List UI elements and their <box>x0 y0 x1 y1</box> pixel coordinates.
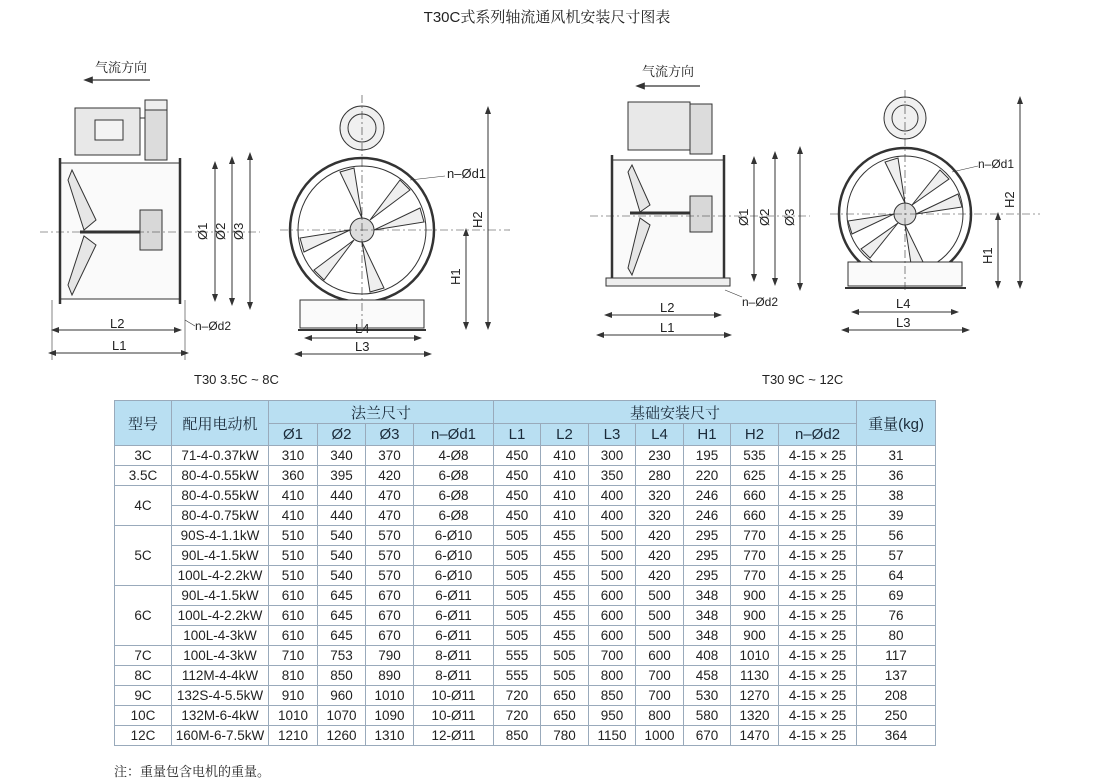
header-flange-col: Ø1 <box>269 424 318 446</box>
table-row <box>115 566 936 586</box>
table-cell: 440 <box>318 486 366 506</box>
table-cell: 100L-4-2.2kW <box>172 566 269 586</box>
table-cell: 4-15 × 25 <box>779 566 857 586</box>
header-motor: 配用电动机 <box>172 401 269 446</box>
table-cell: 700 <box>636 666 684 686</box>
table-cell: 780 <box>541 726 589 746</box>
table-cell: 4-15 × 25 <box>779 726 857 746</box>
table-cell: 580 <box>684 706 731 726</box>
table-cell: 700 <box>589 646 636 666</box>
left-h2-label: H2 <box>470 211 485 228</box>
model-cell: 10C <box>115 706 172 726</box>
table-cell: 1010 <box>366 686 414 706</box>
table-cell: 1130 <box>731 666 779 686</box>
table-row <box>115 726 936 746</box>
left-nd2-label: n–Ød2 <box>195 319 232 333</box>
table-cell: 420 <box>636 526 684 546</box>
table-cell: 57 <box>857 546 936 566</box>
table-cell: 160M-6-7.5kW <box>172 726 269 746</box>
table-cell: 1470 <box>731 726 779 746</box>
table-cell: 410 <box>541 506 589 526</box>
right-nd2-label: n–Ød2 <box>742 295 779 309</box>
table-cell: 900 <box>731 626 779 646</box>
table-cell: 364 <box>857 726 936 746</box>
table-cell: 410 <box>541 446 589 466</box>
table-cell: 370 <box>366 446 414 466</box>
table-cell: 4-15 × 25 <box>779 686 857 706</box>
table-cell: 500 <box>589 566 636 586</box>
table-cell: 1320 <box>731 706 779 726</box>
table-cell: 6-Ø11 <box>414 606 494 626</box>
table-row <box>115 686 936 706</box>
left-d3-label: Ø3 <box>231 222 246 240</box>
table-cell: 100L-4-3kW <box>172 646 269 666</box>
table-cell: 505 <box>494 586 541 606</box>
table-cell: 348 <box>684 586 731 606</box>
table-cell: 505 <box>494 526 541 546</box>
table-cell: 510 <box>269 526 318 546</box>
table-cell: 600 <box>589 606 636 626</box>
table-cell: 720 <box>494 706 541 726</box>
table-cell: 350 <box>589 466 636 486</box>
table-cell: 137 <box>857 666 936 686</box>
table-cell: 505 <box>494 546 541 566</box>
table-cell: 530 <box>684 686 731 706</box>
table-cell: 570 <box>366 546 414 566</box>
table-cell: 505 <box>541 646 589 666</box>
table-cell: 600 <box>589 626 636 646</box>
table-row <box>115 486 936 506</box>
table-cell: 625 <box>731 466 779 486</box>
table-cell: 4-15 × 25 <box>779 526 857 546</box>
table-cell: 555 <box>494 646 541 666</box>
header-flange-col: Ø3 <box>366 424 414 446</box>
table-cell: 1090 <box>366 706 414 726</box>
table-cell: 535 <box>731 446 779 466</box>
table-cell: 770 <box>731 546 779 566</box>
table-cell: 4-15 × 25 <box>779 506 857 526</box>
table-cell: 100L-4-3kW <box>172 626 269 646</box>
table-cell: 8-Ø11 <box>414 646 494 666</box>
header-base-col: L1 <box>494 424 541 446</box>
table-cell: 650 <box>541 686 589 706</box>
left-d2-label: Ø2 <box>213 222 228 240</box>
model-cell: 8C <box>115 666 172 686</box>
table-cell: 6-Ø8 <box>414 466 494 486</box>
table-cell: 4-15 × 25 <box>779 666 857 686</box>
table-cell: 440 <box>318 506 366 526</box>
table-cell: 295 <box>684 546 731 566</box>
table-row <box>115 586 936 606</box>
table-cell: 300 <box>589 446 636 466</box>
table-cell: 360 <box>269 466 318 486</box>
table-cell: 505 <box>494 626 541 646</box>
table-cell: 4-15 × 25 <box>779 486 857 506</box>
right-l2-label: L2 <box>660 300 675 315</box>
table-cell: 39 <box>857 506 936 526</box>
left-h1-label: H1 <box>448 268 463 285</box>
table-cell: 400 <box>589 506 636 526</box>
right-l4-label: L4 <box>896 296 911 311</box>
table-cell: 410 <box>269 506 318 526</box>
table-cell: 246 <box>684 506 731 526</box>
table-cell: 410 <box>541 466 589 486</box>
table-cell: 770 <box>731 526 779 546</box>
table-cell: 132M-6-4kW <box>172 706 269 726</box>
table-cell: 1150 <box>589 726 636 746</box>
table-cell: 455 <box>541 546 589 566</box>
table-cell: 10-Ø11 <box>414 706 494 726</box>
table-cell: 6-Ø8 <box>414 486 494 506</box>
table-cell: 76 <box>857 606 936 626</box>
table-cell: 645 <box>318 626 366 646</box>
table-cell: 348 <box>684 626 731 646</box>
table-cell: 4-15 × 25 <box>779 706 857 726</box>
table-cell: 570 <box>366 566 414 586</box>
table-cell: 410 <box>541 486 589 506</box>
table-cell: 80-4-0.75kW <box>172 506 269 526</box>
table-cell: 1210 <box>269 726 318 746</box>
table-cell: 38 <box>857 486 936 506</box>
table-row <box>115 466 936 486</box>
table-cell: 31 <box>857 446 936 466</box>
table-cell: 850 <box>494 726 541 746</box>
table-cell: 195 <box>684 446 731 466</box>
table-cell: 80-4-0.55kW <box>172 486 269 506</box>
right-d2-label: Ø2 <box>757 208 772 226</box>
header-base-col: H1 <box>684 424 731 446</box>
footnote: 注：重量包含电机的重量。 <box>114 764 271 779</box>
table-cell: 610 <box>269 606 318 626</box>
header-model: 型号 <box>115 401 172 446</box>
right-d3-label: Ø3 <box>782 208 797 226</box>
table-row <box>115 646 936 666</box>
table-cell: 6-Ø11 <box>414 626 494 646</box>
table-cell: 295 <box>684 526 731 546</box>
model-cell: 3C <box>115 446 172 466</box>
table-cell: 1070 <box>318 706 366 726</box>
left-side-view <box>40 80 260 360</box>
table-cell: 4-15 × 25 <box>779 466 857 486</box>
table-header <box>115 401 936 446</box>
table-cell: 450 <box>494 506 541 526</box>
table-cell: 470 <box>366 486 414 506</box>
table-cell: 320 <box>636 486 684 506</box>
table-cell: 36 <box>857 466 936 486</box>
table-cell: 555 <box>494 666 541 686</box>
table-cell: 64 <box>857 566 936 586</box>
table-cell: 950 <box>589 706 636 726</box>
left-l4-label: L4 <box>355 321 370 336</box>
right-h2-label: H2 <box>1002 191 1017 208</box>
table-cell: 6-Ø8 <box>414 506 494 526</box>
table-cell: 645 <box>318 586 366 606</box>
header-flange: 法兰尺寸 <box>269 401 494 424</box>
table-cell: 650 <box>541 706 589 726</box>
header-base-col: L2 <box>541 424 589 446</box>
table-cell: 450 <box>494 446 541 466</box>
left-nd1-label: n–Ød1 <box>447 166 487 181</box>
table-cell: 410 <box>269 486 318 506</box>
table-cell: 753 <box>318 646 366 666</box>
table-cell: 6-Ø10 <box>414 526 494 546</box>
table-cell: 220 <box>684 466 731 486</box>
header-base-col: n–Ød2 <box>779 424 857 446</box>
table-row <box>115 706 936 726</box>
table-cell: 12-Ø11 <box>414 726 494 746</box>
table-cell: 770 <box>731 566 779 586</box>
table-cell: 10-Ø11 <box>414 686 494 706</box>
table-cell: 112M-4-4kW <box>172 666 269 686</box>
table-cell: 1310 <box>366 726 414 746</box>
table-cell: 670 <box>366 586 414 606</box>
table-cell: 6-Ø11 <box>414 586 494 606</box>
model-cell: 7C <box>115 646 172 666</box>
table-cell: 395 <box>318 466 366 486</box>
model-cell: 6C <box>115 586 172 646</box>
table-cell: 800 <box>589 666 636 686</box>
left-drawing-caption: T30 3.5C ~ 8C <box>194 372 279 387</box>
table-cell: 208 <box>857 686 936 706</box>
table-cell: 1270 <box>731 686 779 706</box>
table-cell: 660 <box>731 506 779 526</box>
table-cell: 4-15 × 25 <box>779 546 857 566</box>
right-l1-label: L1 <box>660 320 675 335</box>
model-cell: 9C <box>115 686 172 706</box>
table-cell: 505 <box>494 606 541 626</box>
table-cell: 670 <box>684 726 731 746</box>
table-cell: 420 <box>366 466 414 486</box>
table-cell: 340 <box>318 446 366 466</box>
table-cell: 6-Ø10 <box>414 566 494 586</box>
table-cell: 600 <box>636 646 684 666</box>
table-cell: 310 <box>269 446 318 466</box>
model-cell: 4C <box>115 486 172 526</box>
table-cell: 4-15 × 25 <box>779 606 857 626</box>
table-cell: 540 <box>318 546 366 566</box>
table-cell: 230 <box>636 446 684 466</box>
right-h1-label: H1 <box>980 247 995 264</box>
table-cell: 69 <box>857 586 936 606</box>
table-row <box>115 606 936 626</box>
table-cell: 500 <box>636 606 684 626</box>
table-cell: 700 <box>636 686 684 706</box>
table-body <box>115 446 936 746</box>
table-cell: 850 <box>589 686 636 706</box>
table-cell: 540 <box>318 526 366 546</box>
model-cell: 5C <box>115 526 172 586</box>
table-cell: 790 <box>366 646 414 666</box>
table-cell: 610 <box>269 586 318 606</box>
table-cell: 56 <box>857 526 936 546</box>
dimension-table <box>114 400 936 746</box>
table-cell: 500 <box>636 586 684 606</box>
header-weight: 重量(kg) <box>857 401 936 446</box>
table-cell: 710 <box>269 646 318 666</box>
table-cell: 450 <box>494 486 541 506</box>
table-cell: 600 <box>589 586 636 606</box>
table-cell: 505 <box>494 566 541 586</box>
header-base-col: L4 <box>636 424 684 446</box>
left-d1-label: Ø1 <box>195 222 210 240</box>
table-cell: 90L-4-1.5kW <box>172 546 269 566</box>
right-nd1-label: n–Ød1 <box>978 157 1015 171</box>
left-l3-label: L3 <box>355 339 370 354</box>
table-cell: 117 <box>857 646 936 666</box>
header-base-col: H2 <box>731 424 779 446</box>
table-cell: 1010 <box>731 646 779 666</box>
right-drawing-caption: T30 9C ~ 12C <box>762 372 844 387</box>
table-row <box>115 526 936 546</box>
table-cell: 80 <box>857 626 936 646</box>
table-cell: 4-15 × 25 <box>779 446 857 466</box>
header-base-col: L3 <box>589 424 636 446</box>
left-l1-label: L1 <box>112 338 127 353</box>
table-cell: 455 <box>541 626 589 646</box>
table-cell: 1000 <box>636 726 684 746</box>
table-cell: 890 <box>366 666 414 686</box>
right-d1-label: Ø1 <box>736 208 751 226</box>
table-cell: 850 <box>318 666 366 686</box>
table-cell: 100L-4-2.2kW <box>172 606 269 626</box>
table-cell: 420 <box>636 546 684 566</box>
table-cell: 610 <box>269 626 318 646</box>
table-cell: 900 <box>731 586 779 606</box>
table-cell: 510 <box>269 566 318 586</box>
table-cell: 8-Ø11 <box>414 666 494 686</box>
table-cell: 900 <box>731 606 779 626</box>
table-cell: 71-4-0.37kW <box>172 446 269 466</box>
table-cell: 132S-4-5.5kW <box>172 686 269 706</box>
table-cell: 408 <box>684 646 731 666</box>
table-cell: 540 <box>318 566 366 586</box>
table-cell: 455 <box>541 566 589 586</box>
table-row <box>115 546 936 566</box>
table-cell: 670 <box>366 606 414 626</box>
table-row <box>115 506 936 526</box>
model-cell: 12C <box>115 726 172 746</box>
model-cell: 3.5C <box>115 466 172 486</box>
table-cell: 4-15 × 25 <box>779 626 857 646</box>
table-cell: 4-15 × 25 <box>779 646 857 666</box>
table-cell: 510 <box>269 546 318 566</box>
table-cell: 800 <box>636 706 684 726</box>
table-cell: 810 <box>269 666 318 686</box>
table-cell: 720 <box>494 686 541 706</box>
table-cell: 90L-4-1.5kW <box>172 586 269 606</box>
right-airflow-label: 气流方向 <box>642 64 695 79</box>
table-cell: 570 <box>366 526 414 546</box>
left-l2-label: L2 <box>110 316 125 331</box>
table-cell: 420 <box>636 566 684 586</box>
table-cell: 4-15 × 25 <box>779 586 857 606</box>
table-cell: 1010 <box>269 706 318 726</box>
table-cell: 960 <box>318 686 366 706</box>
table-cell: 910 <box>269 686 318 706</box>
table-cell: 280 <box>636 466 684 486</box>
header-base: 基础安装尺寸 <box>494 401 857 424</box>
table-cell: 455 <box>541 586 589 606</box>
table-cell: 450 <box>494 466 541 486</box>
table-cell: 250 <box>857 706 936 726</box>
table-cell: 80-4-0.55kW <box>172 466 269 486</box>
table-cell: 6-Ø10 <box>414 546 494 566</box>
table-cell: 470 <box>366 506 414 526</box>
left-airflow-label: 气流方向 <box>95 60 148 75</box>
table-row <box>115 626 936 646</box>
right-front-view <box>830 90 1040 330</box>
table-cell: 246 <box>684 486 731 506</box>
table-cell: 505 <box>541 666 589 686</box>
right-l3-label: L3 <box>896 315 911 330</box>
table-cell: 660 <box>731 486 779 506</box>
table-cell: 90S-4-1.1kW <box>172 526 269 546</box>
header-flange-col: Ø2 <box>318 424 366 446</box>
table-cell: 455 <box>541 526 589 546</box>
table-cell: 4-Ø8 <box>414 446 494 466</box>
table-cell: 1260 <box>318 726 366 746</box>
table-cell: 320 <box>636 506 684 526</box>
table-cell: 295 <box>684 566 731 586</box>
table-cell: 455 <box>541 606 589 626</box>
header-flange-col: n–Ød1 <box>414 424 494 446</box>
table-cell: 670 <box>366 626 414 646</box>
dimension-table-wrap <box>114 400 935 746</box>
table-cell: 500 <box>589 546 636 566</box>
table-cell: 500 <box>636 626 684 646</box>
table-row <box>115 666 936 686</box>
table-cell: 400 <box>589 486 636 506</box>
table-cell: 645 <box>318 606 366 626</box>
table-cell: 500 <box>589 526 636 546</box>
page-title: T30C式系列轴流通风机安装尺寸图表 <box>423 9 671 26</box>
table-cell: 348 <box>684 606 731 626</box>
table-cell: 458 <box>684 666 731 686</box>
table-row <box>115 446 936 466</box>
